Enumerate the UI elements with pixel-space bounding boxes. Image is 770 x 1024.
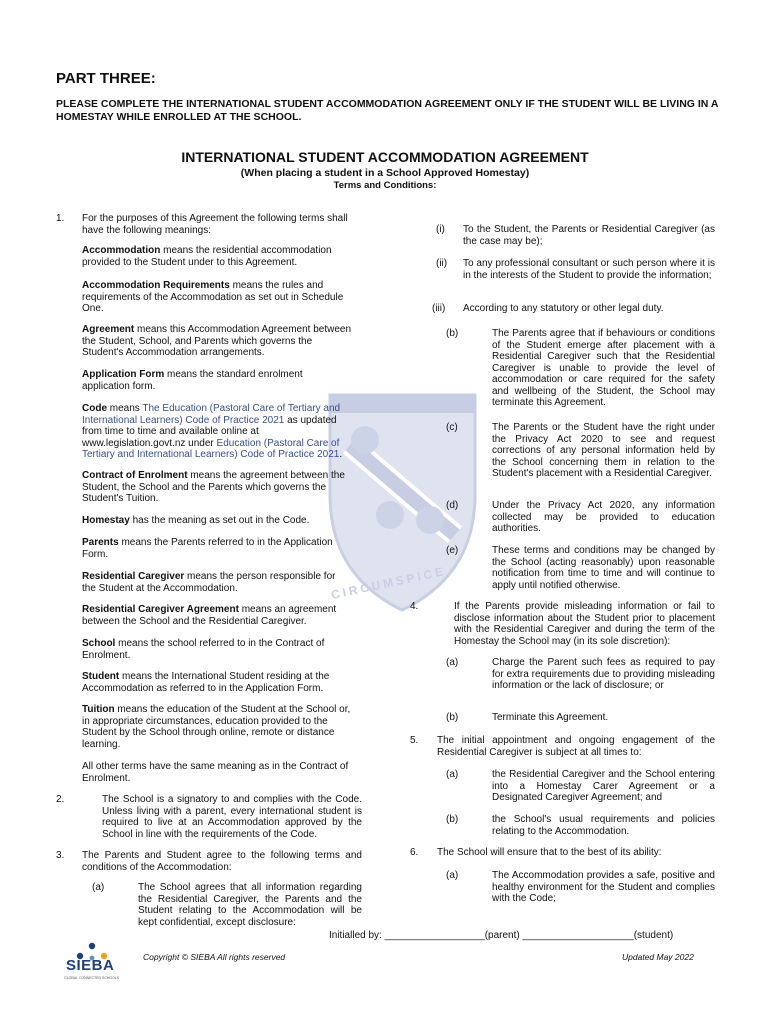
clause-3e-number: (e)	[446, 545, 459, 556]
clause-3b-text: The Parents agree that if behaviours or conditions of the Student emerge after placement with a Residential Caregiver such that the Residential Caregiver is unable to provide the level of accommodation or care required for the safety and wellbeing of the Student, the School may terminate this Agreement.	[492, 328, 715, 408]
clause-4a-number: (a)	[446, 657, 459, 668]
clause-3d-number: (d)	[446, 500, 459, 511]
instruction-text: PLEASE COMPLETE THE INTERNATIONAL STUDENT ACCOMMODATION AGREEMENT ONLY IF THE STUDENT WILL BE LIVING IN A HOMESTAY WHILE ENROLLED AT THE SCHOOL.	[56, 98, 719, 123]
clause-3-number: 3.	[56, 850, 65, 861]
def-school: School means the school referred to in the Contract of Enrolment.	[82, 638, 325, 661]
clause-3a-ii-text: To any professional consultant or such person where it is in the interests of the Student to provide the information;	[463, 258, 715, 281]
clause-4b-text: Terminate this Agreement.	[492, 712, 609, 723]
clause-4-text: If the Parents provide misleading information or fail to disclose information about the Student prior to placement with the Residential Caregiver and during the term of the Homestay the School may (in its sole discretion):	[454, 601, 715, 647]
clause-4a-text: Charge the Parent such fees as required to pay for extra requirements due to providing misleading information or the lack of disclosure; or	[492, 657, 715, 691]
def-residential-caregiver: Residential Caregiver means the person responsible for the Student at the Accommodation.	[82, 571, 336, 594]
def-accommodation-requirements: Accommodation Requirements means the rules and requirements of the Accommodation as set out in Schedule One.	[82, 280, 344, 314]
clause-4b-number: (b)	[446, 712, 459, 723]
clause-6a-number: (a)	[446, 870, 459, 881]
clause-5-text: The initial appointment and ongoing engagement of the Residential Caregiver is subject at all times to:	[437, 735, 715, 758]
clause-6a-text: The Accommodation provides a safe, positive and healthy environment for the Student and complies with the Code;	[492, 870, 715, 904]
clause-3b-number: (b)	[446, 328, 459, 339]
clause-3c-text: The Parents or the Student have the right under the Privacy Act 2020 to see and request corrections of any personal information held by the School concerning them in relation to the Student's placement with a Residential Caregiver.	[492, 422, 715, 479]
clause-6-text: The School will ensure that to the best of its ability:	[437, 847, 662, 858]
clause-3e-text: These terms and conditions may be changed by the School (acting reasonably) upon reasonable notification from time to time and will continue to apply until notified otherwise.	[492, 545, 715, 591]
def-application-form: Application Form means the standard enrolment application form.	[82, 369, 303, 392]
agreement-subtitle: (When placing a student in a School Approved Homestay)	[240, 167, 530, 179]
def-agreement: Agreement means this Accommodation Agreement between the Student, School, and Parents which governs the Student's Accommodation arrangements.	[82, 324, 352, 358]
other-terms: All other terms have the same meaning as in the Contract of Enrolment.	[82, 761, 349, 784]
clause-5a-text: the Residential Caregiver and the School entering into a Homestay Carer Agreement or a Designated Caregiver Agreement; and	[492, 769, 715, 803]
clause-5a-number: (a)	[446, 769, 459, 780]
def-parents: Parents means the Parents referred to in the Application Form.	[82, 537, 333, 560]
def-homestay: Homestay has the meaning as set out in the Code.	[82, 515, 310, 526]
clause-3a-number: (a)	[92, 882, 105, 893]
clause-3d-text: Under the Privacy Act 2020, any information collected may be provided to education authorities.	[492, 500, 715, 534]
clause-1-number: 1.	[56, 213, 65, 224]
clause-4-number: 4.	[410, 601, 419, 612]
clause-3a-iii-number: (iii)	[432, 303, 446, 314]
def-residential-caregiver-agreement: Residential Caregiver Agreement means an agreement between the School and the Residential Caregiver.	[82, 604, 337, 627]
clause-5b-text: the School's usual requirements and policies relating to the Accommodation.	[492, 814, 715, 837]
def-student: Student means the International Student residing at the Accommodation as referred to in the Application Form.	[82, 671, 330, 694]
sieba-logo-text: SIEBA	[66, 957, 115, 974]
clause-3a-ii-number: (ii)	[436, 258, 448, 269]
terms-heading: Terms and Conditions:	[333, 180, 437, 191]
sieba-logo	[62, 936, 122, 986]
part-title: PART THREE:	[56, 70, 156, 87]
def-tuition: Tuition means the education of the Student at the School or, in appropriate circumstances, education provided to the Student by the School through online, remote or distance learning.	[82, 704, 351, 750]
updated-date: Updated May 2022	[622, 952, 694, 962]
clause-3a-i-number: (i)	[436, 224, 445, 235]
code-link-1[interactable]: The Education (Pastoral Care of Tertiary and International Learners) Code of Practice 2021	[82, 403, 341, 426]
clause-2-text: The School is a signatory to and complies with the Code. Unless living with a parent, every international student is required to live at an Accommodation approved by the School in line with the requirements of the Code.	[102, 794, 362, 840]
clause-5b-number: (b)	[446, 814, 459, 825]
clause-3a-text: The School agrees that all information regarding the Residential Caregiver, the Parents and the Student relating to the Accommodation will be kept confidential, except disclosure:	[138, 882, 362, 928]
sieba-logo-tagline: GLOBAL CONNECTED SCHOOLS	[64, 976, 120, 980]
clause-3-text: The Parents and Student agree to the following terms and conditions of the Accommodation:	[82, 850, 362, 873]
def-contract-of-enrolment: Contract of Enrolment means the agreement between the Student, the School and the Parents which governs the Student's Tuition.	[82, 470, 345, 504]
clause-6-number: 6.	[410, 847, 419, 858]
copyright-text: Copyright © SIEBA All rights reserved	[143, 952, 286, 962]
code-link-2[interactable]: Education (Pastoral Care of Tertiary and International Learners) Code of Practice 2021	[82, 437, 340, 460]
initials-line[interactable]: Initialled by: __________________(parent) ____________________(student)	[329, 930, 674, 941]
agreement-title: INTERNATIONAL STUDENT ACCOMMODATION AGREEMENT	[181, 149, 589, 165]
clause-2-number: 2.	[56, 794, 65, 805]
watermark-motto: CIRCUMSPICE	[329, 563, 448, 603]
clause-3a-iii-text: According to any statutory or other legal duty.	[463, 303, 664, 314]
def-accommodation: Accommodation means the residential accommodation provided to the Student under to this Agreement.	[82, 245, 332, 268]
def-code: Code means The Education (Pastoral Care of Tertiary and International Learners) Code of Practice 2021 as updated from time to time and available online at www.legislation.govt.nz under Education (Pastoral Care of Tertiary and International Learners) Code of Practice 2021.	[82, 403, 343, 460]
clause-5-number: 5.	[410, 735, 419, 746]
clause-1-intro: For the purposes of this Agreement the following terms shall have the following meanings:	[82, 213, 348, 236]
clause-3c-number: (c)	[446, 422, 458, 433]
clause-3a-i-text: To the Student, the Parents or Residential Caregiver (as the case may be);	[463, 224, 715, 247]
